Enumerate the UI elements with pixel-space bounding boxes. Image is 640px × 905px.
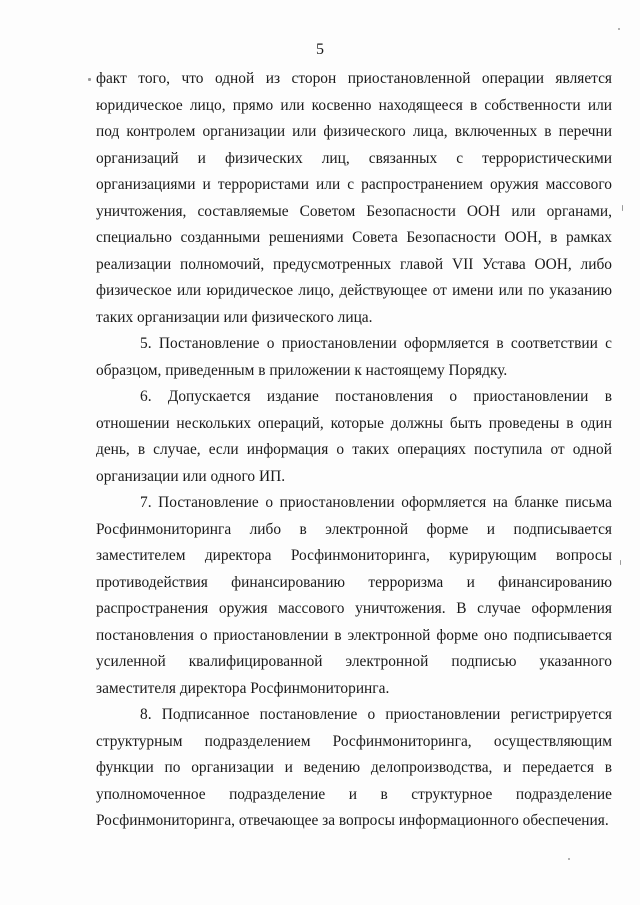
paragraph-8: 8. Подписанное постановление о приостановлении регистрируется структурным подразделением Росфинмониторинга, осуществляющим функции по организации и ведению делопроизводства, и передается в уполномоченное подразделение и в структурное подразделение Росфинмониторинга, отвечающее за вопросы информационного обеспечения. (96, 706, 612, 829)
paragraph-6: 6. Допускается издание постановления о приостановлении в отношении нескольких операций, которые должны быть проведены в один день, в случае, если информация о таких операциях поступила от одной организации или одного ИП. (96, 388, 612, 485)
paragraph-5: 5. Постановление о приостановлении оформляется в соответствии с образцом, приведенным в приложении к настоящему Порядку. (96, 335, 612, 379)
scan-speck (622, 205, 623, 211)
scan-speck (88, 78, 91, 81)
page-number: 5 (316, 41, 324, 58)
scan-speck (620, 560, 621, 565)
scan-speck (618, 28, 620, 30)
paragraph-continuation: факт того, что одной из сторон приостановленной операции является юридическое лицо, прямо или косвенно находящееся в собственности или под контролем организации или физического лица, включенных в перечни организаций и физических лиц, связанных с террористическими организациями и террористами или с распространением оружия массового уничтожения, составляемые Советом Безопасности ООН или органами, специально созданными решениями Совета Безопасности ООН, в рамках реализации полномочий, предусмотренных главой VII Устава ООН, либо физическое или юридическое лицо, действующее от имени или по указанию таких организации или физического лица. (96, 70, 612, 326)
paragraph-7: 7. Постановление о приостановлении оформляется на бланке письма Росфинмониторинга либо в электронной форме и подписывается заместителем директора Росфинмониторинга, курирующим вопросы противодействия финансированию терроризма и финансированию распространения оружия массового уничтожения. В случае оформления постановления о приостановлении в электронной форме оно подписывается усиленной квалифицированной электронной подписью указанного заместителя директора Росфинмониторинга. (96, 494, 612, 697)
scan-speck (568, 858, 570, 860)
body-text (96, 66, 612, 835)
